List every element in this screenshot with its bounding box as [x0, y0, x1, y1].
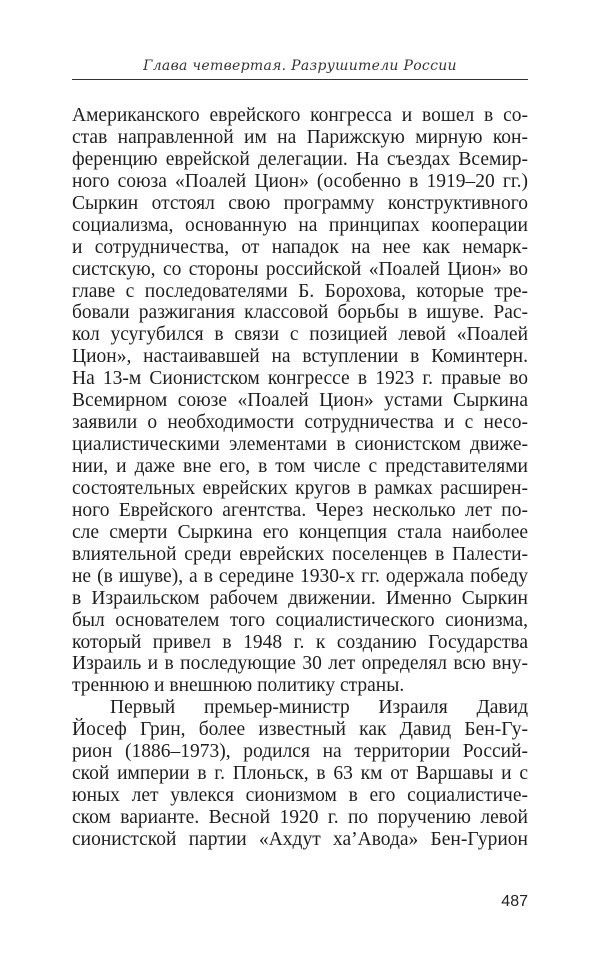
header-rule: [72, 79, 528, 80]
text-line: ференцию еврейской делегации. На съездах Всемир-: [72, 148, 528, 170]
text-line: Израиль и в последующие 30 лет определял всю вну-: [72, 653, 528, 675]
text-line: треннюю и внешнюю политику страны.: [72, 675, 405, 697]
text-line: Первый премьер-министр Израиля Давид: [110, 697, 528, 719]
text-line: влиятельной среди еврейских поселенцев в Палести-: [72, 543, 528, 565]
text-line: бовали разжигания классовой борьбы в ишуве. Рас-: [72, 302, 528, 324]
text-line: Сыркин отстоял свою программу конструктивного: [72, 192, 528, 214]
text-line: рион (1886–1973), родился на территории Россий-: [72, 741, 528, 763]
text-line: был основателем того социалистического сионизма,: [72, 609, 528, 631]
text-line: нии, и даже вне его, в том числе с представителями: [72, 456, 528, 477]
text-line: ской империи в г. Плоньск, в 63 км от Варшавы и с: [72, 763, 528, 785]
text-line: не (в ишуве), а в середине 1930-х гг. одержала победу: [72, 565, 528, 587]
text-line: ском варианте. Весной 1920 г. по поручению левой: [72, 807, 528, 828]
text-line: который привел в 1948 г. к созданию Государства: [72, 631, 528, 653]
text-line: главе с последователями Б. Борохова, которые тре-: [72, 280, 528, 302]
text-line: Йосеф Грин, более известный как Давид Бен-Гу-: [72, 719, 528, 741]
text-line: и сотрудничества, от нападок на нее как немарк-: [72, 236, 528, 258]
running-head: Глава четвертая. Разрушители России: [143, 58, 457, 74]
body-text: [72, 105, 528, 851]
text-line: сионистской партии «Ахдут ха’Авода» Бен-Гурион: [72, 828, 528, 850]
text-line: юных лет увлекся сионизмом в его социалистиче-: [72, 785, 528, 807]
text-line: На 13-м Сионистском конгрессе в 1923 г. правые во: [72, 368, 528, 390]
text-line: заявили о необходимости сотрудничества и с несо-: [72, 412, 528, 434]
text-line: ного Еврейского агентства. Через несколько лет по-: [72, 499, 528, 521]
text-line: ного союза «Поалей Цион» (особенно в 1919–20 гг.): [72, 170, 528, 192]
page-number: 487: [501, 893, 528, 910]
text-line: социализма, основанную на принципах кооперации: [72, 214, 528, 236]
text-line: сле смерти Сыркина его концепция стала наиболее: [72, 521, 528, 543]
text-line: кол усугубился в связи с позицией левой «Поалей: [72, 324, 528, 346]
text-line: систскую, со стороны российской «Поалей Цион» во: [72, 258, 528, 280]
text-line: в Израильском рабочем движении. Именно Сыркин: [72, 587, 528, 609]
text-line: став направленной им на Парижскую мирную кон-: [72, 126, 528, 148]
text-line: циалистическими элементами в сионистском движе-: [72, 434, 528, 456]
text-line: состоятельных еврейских кругов в рамках расширен-: [72, 477, 528, 499]
text-line: Цион», настаивавшей на вступлении в Коминтерн.: [72, 346, 528, 368]
text-line: Американского еврейского конгресса и вошел в со-: [72, 105, 528, 126]
text-line: Всемирном союзе «Поалей Цион» устами Сыркина: [72, 390, 528, 412]
